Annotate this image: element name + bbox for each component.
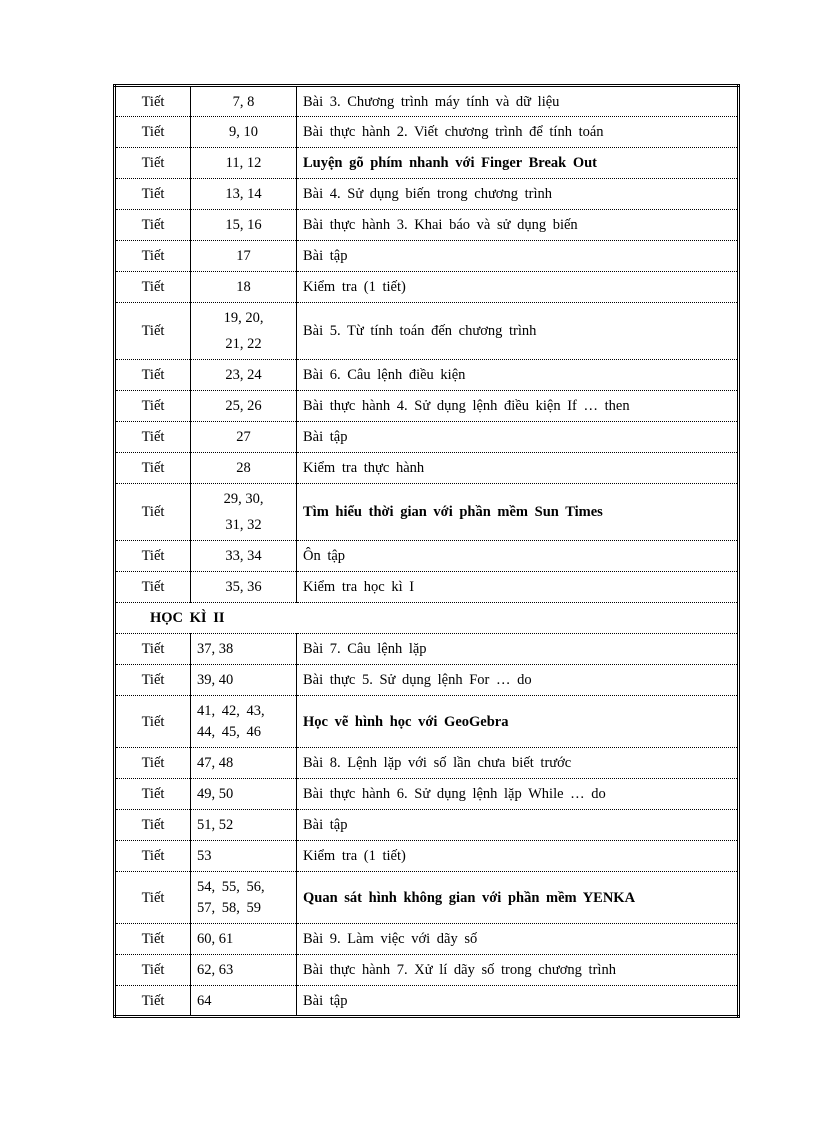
lesson-cell: Bài thực hành 2. Viết chương trình để tính toán [297,117,739,148]
period-cell: 47, 48 [191,748,297,779]
period-cell: 35, 36 [191,572,297,603]
lesson-cell: Bài 3. Chương trình máy tính và dữ liệu [297,86,739,117]
table-row [115,924,739,955]
tiet-cell: Tiết [115,841,191,872]
tiet-cell: Tiết [115,872,191,924]
lesson-cell: Bài 8. Lệnh lặp với số lần chưa biết trước [297,748,739,779]
tiet-cell: Tiết [115,148,191,179]
lesson-cell: Bài tập [297,810,739,841]
lesson-cell: Ôn tập [297,541,739,572]
lesson-cell: Bài tập [297,241,739,272]
period-line: 57, 58, 59 [197,899,261,916]
period-cell: 15, 16 [191,210,297,241]
period-line: 21, 22 [225,336,262,352]
tiet-cell: Tiết [115,484,191,541]
lesson-cell: Bài tập [297,422,739,453]
table-row [115,86,739,117]
lesson-cell: Bài 9. Làm việc với dãy số [297,924,739,955]
table-row [115,272,739,303]
lesson-cell: Quan sát hình không gian với phần mềm YENKA [297,872,739,924]
table-row [115,955,739,986]
period-cell: 9, 10 [191,117,297,148]
period-cell: 37, 38 [191,634,297,665]
period-cell: 49, 50 [191,779,297,810]
tiet-cell: Tiết [115,117,191,148]
period-cell: 60, 61 [191,924,297,955]
lesson-cell: Bài tập [297,986,739,1017]
period-cell: 23, 24 [191,360,297,391]
tiet-cell: Tiết [115,665,191,696]
lesson-cell: Kiểm tra (1 tiết) [297,841,739,872]
table-row [115,986,739,1017]
section-heading: HỌC KÌ II [115,603,739,634]
tiet-cell: Tiết [115,86,191,117]
lesson-cell: Kiểm tra thực hành [297,453,739,484]
lesson-cell: Bài thực hành 7. Xử lí dãy số trong chương trình [297,955,739,986]
period-cell: 51, 52 [191,810,297,841]
period-cell: 27 [191,422,297,453]
period-cell: 39, 40 [191,665,297,696]
table-row [115,696,739,748]
tiet-cell: Tiết [115,303,191,360]
period-cell: 33, 34 [191,541,297,572]
lesson-cell: Bài 5. Từ tính toán đến chương trình [297,303,739,360]
period-cell [191,484,297,541]
tiet-cell: Tiết [115,391,191,422]
lesson-plan-table [113,84,740,1018]
table-row [115,303,739,360]
lesson-cell: Bài thực hành 6. Sử dụng lệnh lặp While … do [297,779,739,810]
table-row [115,179,739,210]
tiet-cell: Tiết [115,360,191,391]
tiet-cell: Tiết [115,241,191,272]
period-cell: 13, 14 [191,179,297,210]
lesson-cell: Bài thực hành 4. Sử dụng lệnh điều kiện If … then [297,391,739,422]
table-row [115,117,739,148]
section-row [115,603,739,634]
lesson-cell: Bài 7. Câu lệnh lặp [297,634,739,665]
period-line: 19, 20, [223,310,264,326]
tiet-cell: Tiết [115,422,191,453]
period-line: 41, 42, 43, [197,702,265,719]
tiet-cell: Tiết [115,955,191,986]
table-row [115,210,739,241]
table-row [115,241,739,272]
table-row [115,541,739,572]
period-line: 31, 32 [225,517,262,533]
tiet-cell: Tiết [115,272,191,303]
table-row [115,572,739,603]
table-row [115,748,739,779]
lesson-cell: Luyện gõ phím nhanh với Finger Break Out [297,148,739,179]
tiet-cell: Tiết [115,924,191,955]
period-cell: 18 [191,272,297,303]
lesson-cell: Bài thực 5. Sử dụng lệnh For … do [297,665,739,696]
lesson-cell: Bài 4. Sử dụng biến trong chương trình [297,179,739,210]
tiet-cell: Tiết [115,210,191,241]
period-cell [191,696,297,748]
period-cell: 28 [191,453,297,484]
tiet-cell: Tiết [115,810,191,841]
lesson-cell: Tìm hiểu thời gian với phần mềm Sun Times [297,484,739,541]
period-line: 44, 45, 46 [197,723,261,740]
period-cell: 53 [191,841,297,872]
table-row [115,872,739,924]
lesson-cell: Học vẽ hình học với GeoGebra [297,696,739,748]
period-line: 54, 55, 56, [197,878,265,895]
period-cell: 62, 63 [191,955,297,986]
lesson-cell: Bài 6. Câu lệnh điều kiện [297,360,739,391]
tiet-cell: Tiết [115,634,191,665]
period-cell [191,303,297,360]
table-row [115,360,739,391]
table-row [115,422,739,453]
table-row [115,391,739,422]
tiet-cell: Tiết [115,179,191,210]
period-line: 29, 30, [223,491,264,507]
lesson-cell: Bài thực hành 3. Khai báo và sử dụng biến [297,210,739,241]
table-row [115,148,739,179]
period-cell [191,872,297,924]
lesson-cell: Kiểm tra (1 tiết) [297,272,739,303]
tiet-cell: Tiết [115,696,191,748]
table-row [115,841,739,872]
tiet-cell: Tiết [115,541,191,572]
table-row [115,453,739,484]
tiet-cell: Tiết [115,779,191,810]
lesson-cell: Kiểm tra học kì I [297,572,739,603]
period-cell: 11, 12 [191,148,297,179]
table-row [115,665,739,696]
tiet-cell: Tiết [115,453,191,484]
period-cell: 25, 26 [191,391,297,422]
tiet-cell: Tiết [115,986,191,1017]
table-row [115,779,739,810]
tiet-cell: Tiết [115,748,191,779]
table-row [115,634,739,665]
table-row [115,810,739,841]
period-cell: 64 [191,986,297,1017]
period-cell: 7, 8 [191,86,297,117]
period-cell: 17 [191,241,297,272]
table-row [115,484,739,541]
tiet-cell: Tiết [115,572,191,603]
